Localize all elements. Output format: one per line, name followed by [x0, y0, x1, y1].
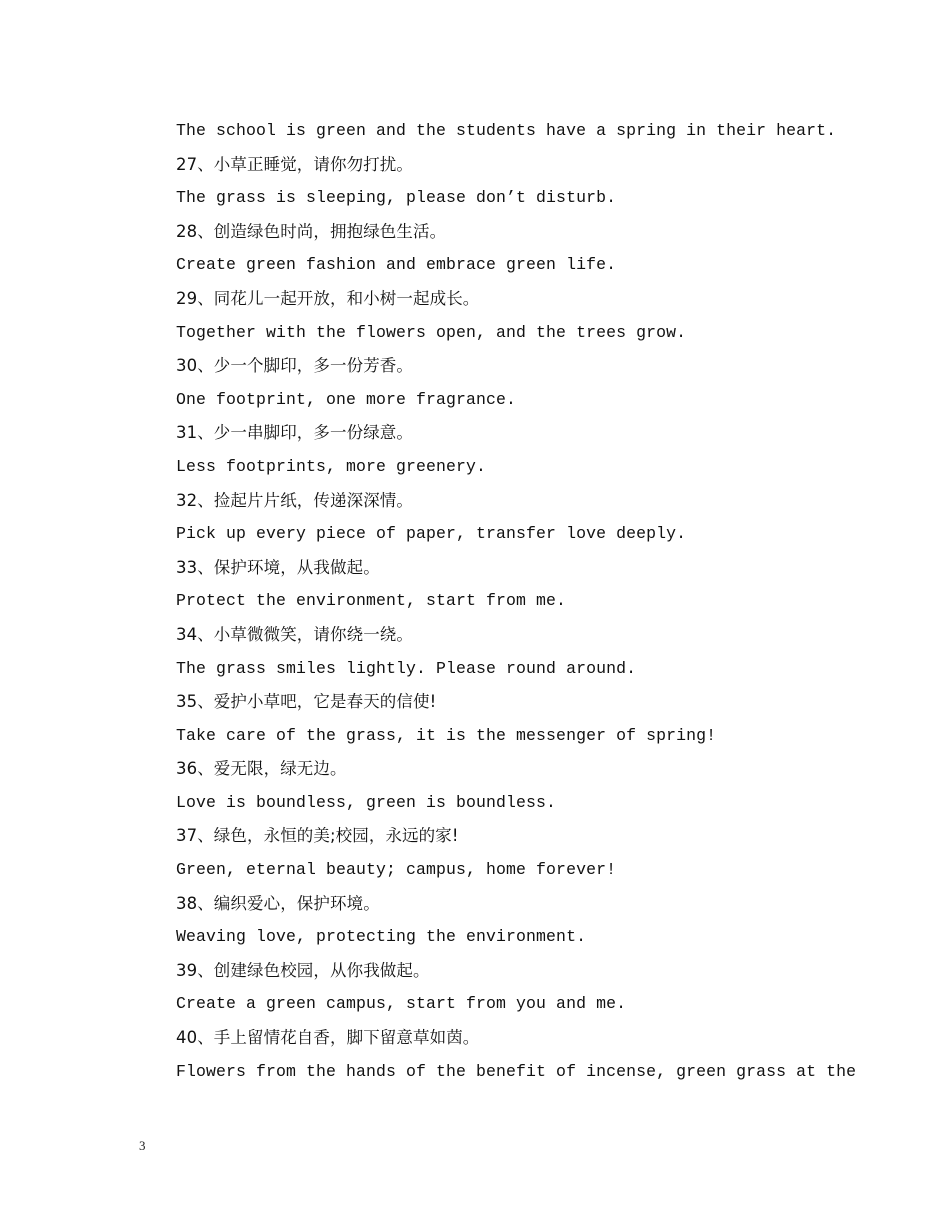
text-line: The grass is sleeping, please don’t disturb.: [176, 188, 617, 208]
text-line: Together with the flowers open, and the trees grow.: [176, 322, 687, 342]
text-line: One footprint, one more fragrance.: [176, 389, 517, 409]
text-line: Flowers from the hands of the benefit of incense, green grass at the: [176, 1061, 857, 1081]
text-line: 36、爱无限，绿无边。: [176, 759, 347, 779]
text-line: Green, eternal beauty; campus, home forever!: [176, 860, 617, 880]
document-body: [176, 118, 876, 1092]
text-line: Less footprints, more greenery.: [176, 456, 487, 476]
text-line: Pick up every piece of paper, transfer love deeply.: [176, 524, 687, 544]
text-line: 28、创造绿色时尚，拥抱绿色生活。: [176, 221, 447, 241]
text-line: Love is boundless, green is boundless.: [176, 792, 557, 812]
text-line: 30、少一个脚印，多一份芳香。: [176, 356, 413, 376]
text-line: 34、小草微微笑，请你绕一绕。: [176, 624, 413, 644]
text-line: 40、手上留情花自香，脚下留意草如茵。: [176, 1028, 480, 1048]
text-line: 39、创建绿色校园，从你我做起。: [176, 960, 430, 980]
text-line: The grass smiles lightly. Please round around.: [176, 658, 637, 678]
text-line: 35、爱护小草吧，它是春天的信使!: [176, 692, 437, 712]
text-line: Weaving love, protecting the environment.: [176, 927, 587, 947]
text-line: 37、绿色，永恒的美;校园，永远的家!: [176, 826, 459, 846]
text-line: Create a green campus, start from you and me.: [176, 994, 627, 1014]
text-line: 38、编织爱心，保护环境。: [176, 893, 380, 913]
text-line: 32、捡起片片纸，传递深深情。: [176, 490, 413, 510]
text-line: Protect the environment, start from me.: [176, 591, 567, 611]
page-number: 3: [139, 1138, 146, 1153]
text-line: Create green fashion and embrace green life.: [176, 255, 617, 275]
text-line: 29、同花儿一起开放，和小树一起成长。: [176, 288, 480, 308]
text-line: The school is green and the students have a spring in their heart.: [176, 121, 837, 140]
text-line: 27、小草正睡觉，请你勿打扰。: [176, 154, 413, 174]
text-line: 31、少一串脚印，多一份绿意。: [176, 423, 413, 443]
text-line: 33、保护环境，从我做起。: [176, 557, 380, 577]
text-line: Take care of the grass, it is the messenger of spring!: [176, 725, 717, 745]
